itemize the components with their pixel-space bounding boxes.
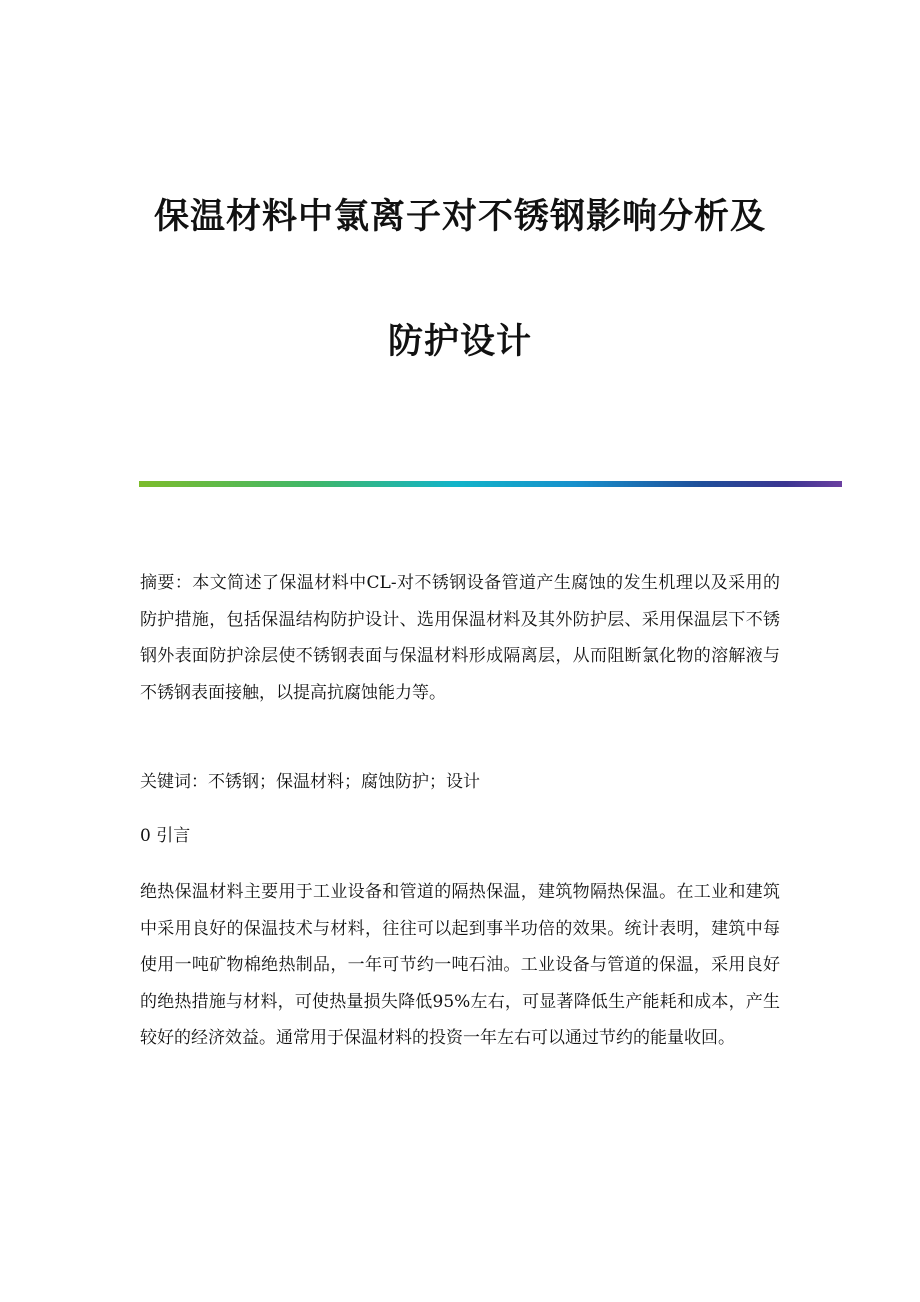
body-paragraph: 绝热保温材料主要用于工业设备和管道的隔热保温，建筑物隔热保温。在工业和建筑中采用良好的保温技术与材料，往往可以起到事半功倍的效果。统计表明，建筑中每使用一吨矿物棉绝热制品，一年可节约一吨石油。工业设备与管道的保温，采用良好的绝热措施与材料，可使热量损失降低95%左右，可显著降低生产能耗和成本，产生较好的经济效益。通常用于保温材料的投资一年左右可以通过节约的能量收回。 — [140, 882, 780, 1049]
document-title-line-2: 防护设计 — [387, 322, 532, 362]
abstract-paragraph: 摘要：本文简述了保温材料中CL-对不锈钢设备管道产生腐蚀的发生机理以及采用的防护措施，包括保温结构防护设计、选用保温材料及其外防护层、采用保温层下不锈钢外表面防护涂层使不锈钢表面与保温材料形成隔离层，从而阻断氯化物的溶解液与不锈钢表面接触，以提高抗腐蚀能力等。 — [140, 573, 780, 703]
keywords-line: 关键词：不锈钢；保温材料；腐蚀防护；设计 — [140, 772, 480, 792]
document-title-line-1: 保温材料中氯离子对不锈钢影响分析及 — [153, 197, 766, 237]
section-heading: 0 引言 — [140, 826, 191, 846]
gradient-divider — [139, 481, 842, 487]
